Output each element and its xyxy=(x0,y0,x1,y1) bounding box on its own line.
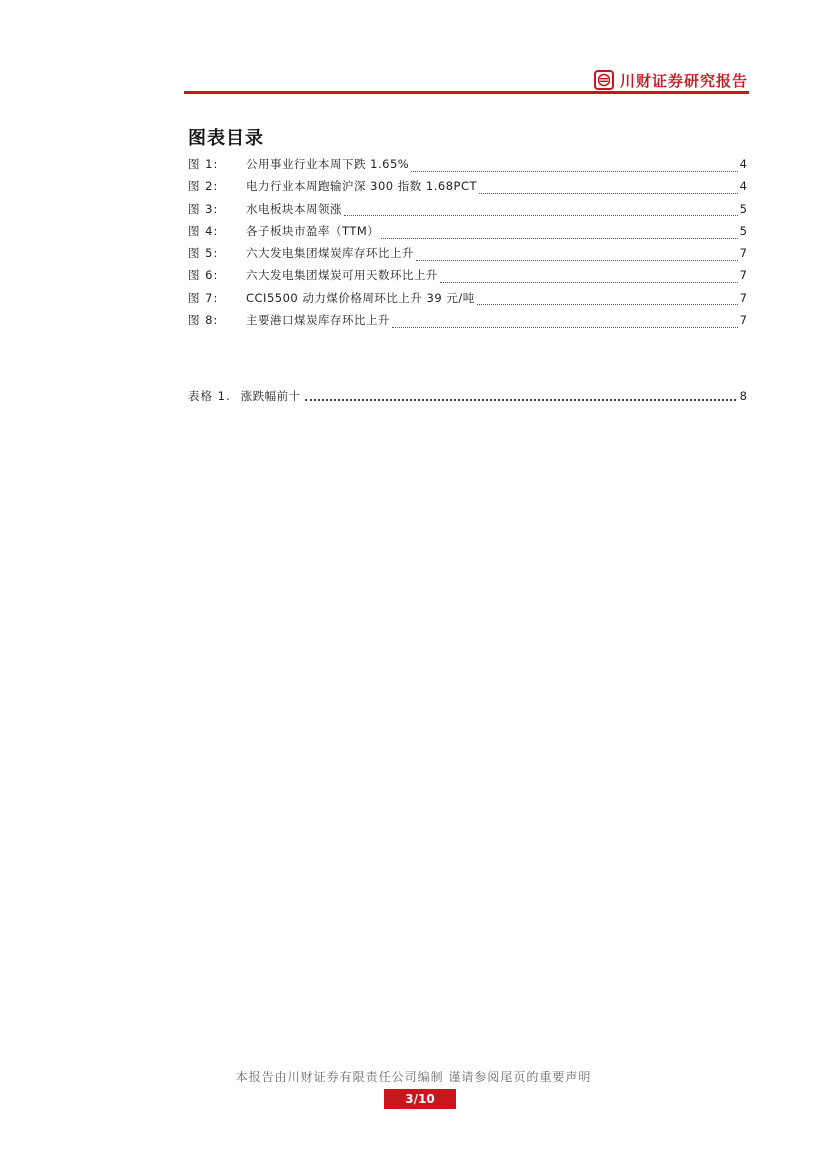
entry-page: 4 xyxy=(739,157,747,171)
table-list xyxy=(188,388,747,404)
entry-label: 图 5: xyxy=(188,246,219,261)
dot-leader xyxy=(392,327,738,328)
brand-name: 川财证券研究报告 xyxy=(619,71,748,90)
toc-entry-figure-7[interactable] xyxy=(188,290,747,312)
entry-page: 7 xyxy=(739,290,747,305)
header-divider xyxy=(184,91,749,94)
dot-leader xyxy=(479,193,738,194)
entry-title: 主要港口煤炭库存环比上升 xyxy=(246,313,390,328)
toc-title: 图表目录 xyxy=(188,128,264,149)
entry-page: 5 xyxy=(739,201,747,216)
dot-leader xyxy=(344,215,738,216)
entry-label: 表格 1. xyxy=(188,389,231,403)
toc-entry-figure-4[interactable] xyxy=(188,223,747,245)
entry-label: 图 4: xyxy=(188,223,219,238)
entry-title: 公用事业行业本周下跌 1.65% xyxy=(246,157,410,171)
toc-entry-figure-3[interactable] xyxy=(188,201,747,223)
entry-title: 各子板块市盈率（TTM） xyxy=(246,223,380,238)
entry-label: 图 3: xyxy=(188,201,219,216)
page-number-badge: 3/10 xyxy=(384,1089,456,1109)
dot-leader xyxy=(411,171,737,172)
toc-entry-table-1[interactable] xyxy=(188,388,747,404)
dot-leader xyxy=(477,304,738,305)
entry-label: 图 1: xyxy=(188,157,219,171)
footer-disclaimer: 本报告由川财证券有限责任公司编制 谨请参阅尾页的重要声明 xyxy=(235,1070,592,1084)
entry-page: 8 xyxy=(739,389,747,403)
dot-leader xyxy=(305,399,736,401)
entry-label: 图 7: xyxy=(188,290,219,305)
entry-page: 5 xyxy=(739,223,747,238)
entry-page: 7 xyxy=(739,246,747,261)
toc-entry-figure-5[interactable] xyxy=(188,245,747,267)
toc-entry-figure-1[interactable] xyxy=(188,156,747,178)
entry-title: CCI5500 动力煤价格周环比上升 39 元/吨 xyxy=(246,290,475,305)
entry-label: 图 8: xyxy=(188,313,219,328)
chuancai-logo-icon xyxy=(594,70,614,90)
entry-title: 水电板块本周领涨 xyxy=(246,201,342,216)
entry-title: 六大发电集团煤炭库存环比上升 xyxy=(246,246,414,261)
entry-page: 7 xyxy=(739,268,747,283)
figure-list xyxy=(188,156,747,334)
entry-page: 4 xyxy=(739,179,747,194)
entry-page: 7 xyxy=(739,313,747,328)
entry-title: 六大发电集团煤炭可用天数环比上升 xyxy=(246,268,438,283)
toc-entry-figure-6[interactable] xyxy=(188,267,747,289)
toc-entry-figure-2[interactable] xyxy=(188,178,747,200)
dot-leader xyxy=(440,282,738,283)
entry-label: 图 6: xyxy=(188,268,219,283)
entry-title: 涨跌幅前十 xyxy=(240,389,301,403)
dot-leader xyxy=(381,238,737,239)
entry-title: 电力行业本周跑输沪深 300 指数 1.68PCT xyxy=(246,179,478,194)
dot-leader xyxy=(416,260,738,261)
toc-entry-figure-8[interactable] xyxy=(188,312,747,334)
header-brand xyxy=(594,68,748,92)
entry-label: 图 2: xyxy=(188,179,219,194)
